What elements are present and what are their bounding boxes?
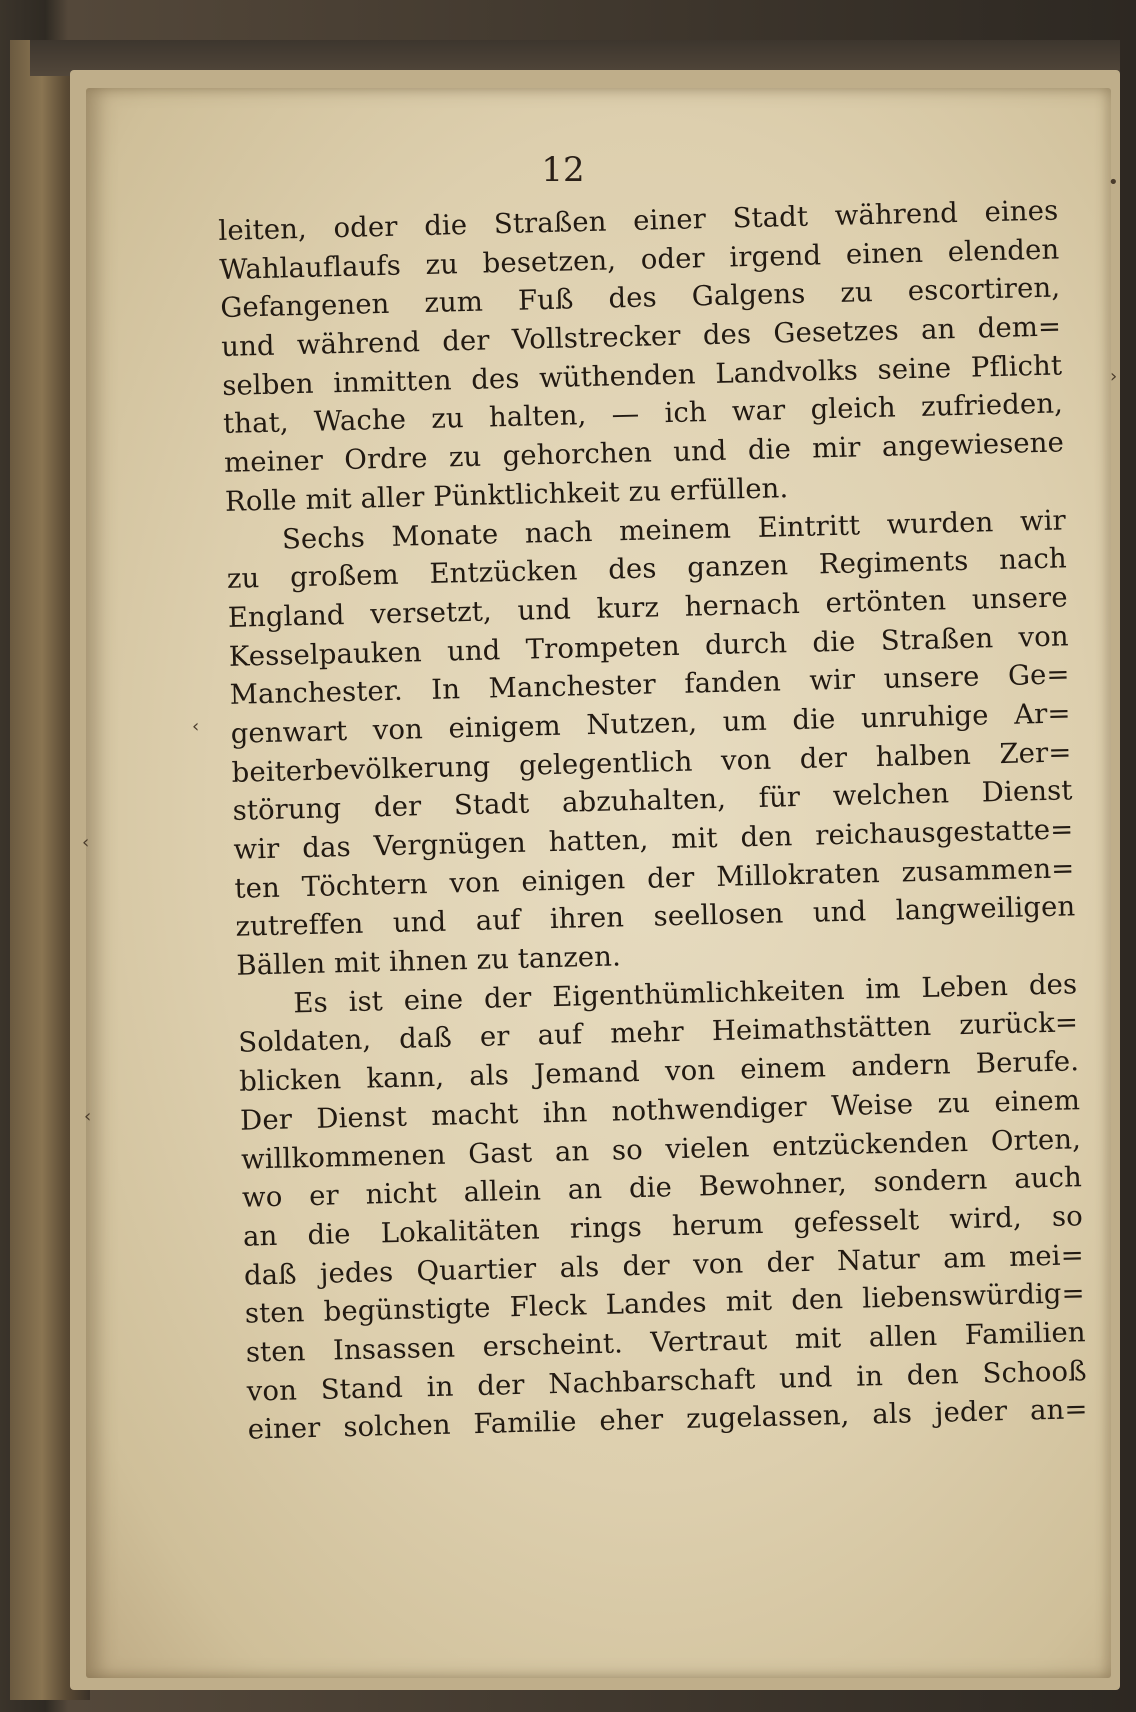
page-number: 12: [541, 150, 585, 190]
text-line: Bällen mit ihnen zu tanzen.: [236, 940, 622, 982]
text-line: genwart von einigem Nutzen, um die unruhige Ar=: [230, 697, 1071, 750]
margin-tick: ‹: [192, 716, 200, 737]
margin-tick: ‹: [84, 1106, 92, 1127]
margin-tick: ‹: [82, 832, 90, 853]
text-line: sten Insassen erscheint. Vertraut mit allen Familien: [245, 1316, 1087, 1369]
text-line: Der Dienst macht ihn nothwendiger Weise zu einem: [239, 1084, 1081, 1137]
text-line: blicken kann, als Jemand von einem andern Berufe.: [238, 1045, 1080, 1098]
text-line: beiterbevölkerung gelegentlich von der halben Zer=: [231, 735, 1072, 789]
text-line: leiten, oder die Straßen einer Stadt während eines: [218, 194, 1059, 247]
text-line: an die Lokalitäten rings herum gefesselt wird, so: [242, 1200, 1084, 1253]
text-line: Manchester. In Manchester fanden wir unsere Ge=: [229, 658, 1070, 712]
text-line: zu großem Entzücken des ganzen Regiments nach: [226, 542, 1068, 596]
text-line: willkommenen Gast an so vielen entzückenden Orten,: [240, 1122, 1082, 1176]
text-line: sten begünstigte Fleck Landes mit den liebenswürdig=: [244, 1277, 1086, 1330]
text-line: einer solchen Familie eher zugelassen, als jeder an=: [247, 1393, 1088, 1446]
text-line: selben inmitten des wüthenden Landvolks seine Pflicht: [221, 349, 1063, 402]
text-line: Es ist eine der Eigenthümlichkeiten im Leben des: [292, 967, 1078, 1020]
text-line: that, Wache zu halten, — ich war gleich zufrieden,: [222, 387, 1064, 441]
text-line: meiner Ordre zu gehorchen und die mir angewiesene: [223, 426, 1065, 480]
body-text: [218, 191, 1088, 1449]
margin-dot: •: [1108, 172, 1119, 193]
text-line: Wahlauflaufs zu besetzen, oder irgend einen elenden: [219, 233, 1060, 286]
text-line: Rolle mit aller Pünktlichkeit zu erfüllen.: [224, 471, 789, 518]
text-line: Gefangenen zum Fuß des Galgens zu escortiren,: [219, 271, 1061, 325]
text-line: störung der Stadt abzuhalten, für welchen Dienst: [232, 774, 1073, 828]
text-line: wo er nicht allein an die Bewohner, sondern auch: [241, 1161, 1083, 1214]
text-line: wir das Vergnügen hatten, mit den reichausgestatte=: [233, 813, 1074, 866]
text-line: daß jedes Quartier als der von der Natur am mei=: [243, 1238, 1085, 1292]
text-line: Kesselpauken und Trompeten durch die Straßen von: [228, 619, 1070, 673]
text-line: und während der Vollstrecker des Gesetzes an dem=: [220, 310, 1062, 364]
text-line: von Stand in der Nachbarschaft und in den Schooß: [246, 1354, 1087, 1408]
text-line: Sechs Monate nach meinem Eintritt wurden wir: [281, 503, 1067, 556]
text-line: England versetzt, und kurz hernach ertönten unsere: [227, 581, 1069, 634]
margin-tick: ›: [1110, 366, 1118, 387]
text-line: ten Töchtern von einigen der Millokraten zusammen=: [234, 851, 1075, 905]
text-line: Soldaten, daß er auf mehr Heimathstätten zurück=: [237, 1006, 1079, 1060]
text-line: zutreffen und auf ihren seellosen und langweiligen: [235, 890, 1076, 944]
